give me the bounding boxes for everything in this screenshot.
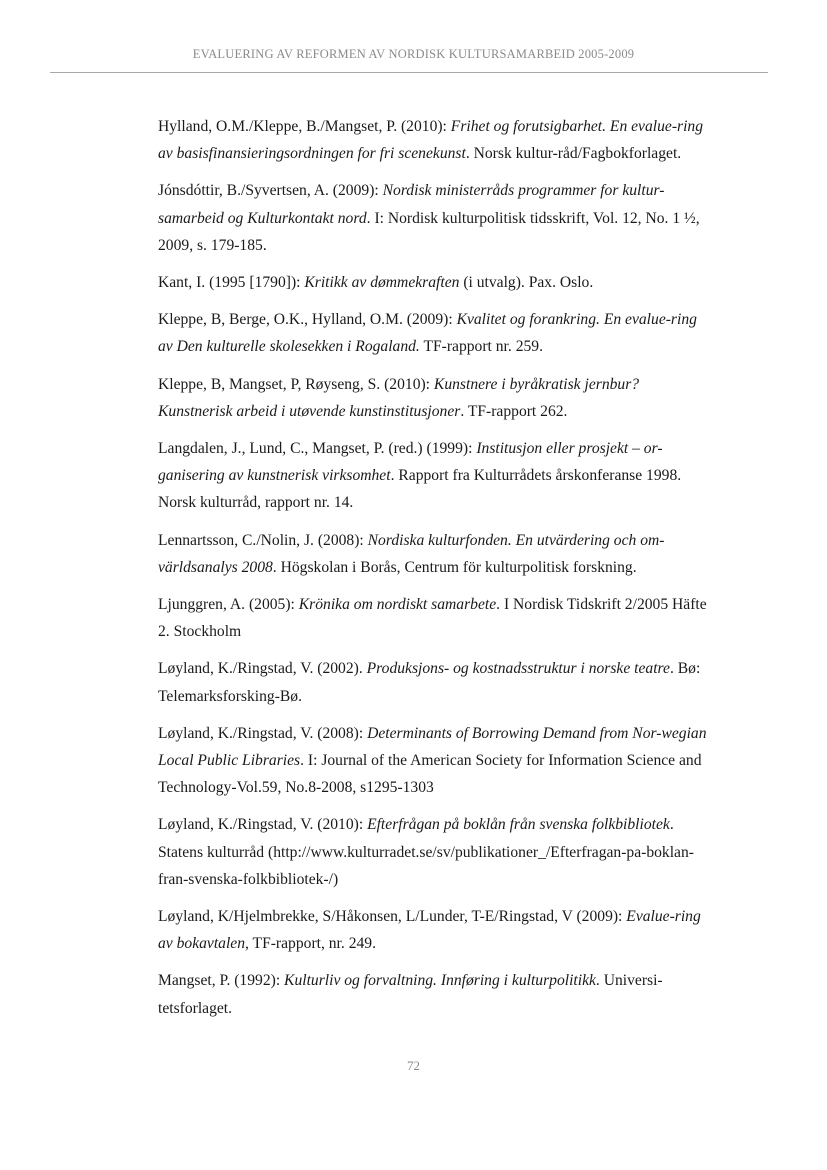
page-number: 72	[407, 1058, 420, 1073]
reference-source: . I Nordisk Tidskrift 2/2005 Häfte 2. Stockholm	[158, 596, 707, 641]
reference-item	[158, 811, 710, 893]
reference-item	[158, 967, 710, 1021]
reference-title: Kritikk av dømmekraften	[304, 274, 460, 292]
reference-title: Evalue-ring av bokavtalen	[158, 908, 701, 953]
reference-item	[158, 177, 710, 259]
reference-item	[158, 306, 710, 360]
reference-item	[158, 903, 710, 957]
reference-source: , TF-rapport, nr. 249.	[245, 935, 376, 953]
reference-authors: Hylland, O.M./Kleppe, B./Mangset, P. (2010):	[158, 118, 451, 135]
reference-title: Nordisk ministerråds programmer for kultur-samarbeid og Kulturkontakt nord	[158, 182, 665, 227]
reference-item	[158, 720, 710, 802]
reference-authors: Løyland, K./Ringstad, V. (2010):	[158, 816, 368, 834]
reference-title: Kulturliv og forvaltning. Innføring i kulturpolitikk	[284, 972, 596, 990]
reference-authors: Kant, I. (1995 [1790]):	[158, 274, 305, 292]
reference-item	[158, 113, 710, 167]
reference-authors: Kleppe, B, Berge, O.K., Hylland, O.M. (2009):	[158, 311, 457, 329]
reference-authors: Lennartsson, C./Nolin, J. (2008):	[158, 531, 368, 549]
reference-item	[158, 371, 710, 425]
reference-authors: Løyland, K/Hjelmbrekke, S/Håkonsen, L/Lunder, T-E/Ringstad, V (2009):	[158, 908, 627, 926]
reference-source: . Högskolan i Borås, Centrum för kulturpolitisk forskning.	[272, 558, 637, 576]
reference-list	[158, 113, 710, 1032]
reference-item	[158, 435, 710, 517]
reference-source: . Statens kulturråd (http://www.kulturradet.se/sv/publikationer_/Efterfragan-pa-boklan-fran-svenska-folkbibliotek-/)	[158, 816, 694, 888]
reference-title: Determinants of Borrowing Demand from Nor-wegian Local Public Libraries	[158, 724, 707, 770]
reference-item	[158, 269, 710, 296]
reference-source: TF-rapport nr. 259.	[419, 338, 543, 356]
reference-title: Efterfrågan på boklån från svenska folkbibliotek	[367, 816, 670, 834]
reference-source: . TF-rapport 262.	[460, 402, 568, 420]
reference-source: . I: Journal of the American Society for Information Science and Technology-Vol.59, No.8-2008, s1295-1303	[158, 752, 702, 797]
running-header: EVALUERING AV REFORMEN AV NORDISK KULTURSAMARBEID 2005-2009	[192, 47, 635, 61]
reference-source: . Norsk kultur-råd/Fagbokforlaget.	[465, 145, 682, 163]
reference-title: Produksjons- og kostnadsstruktur i norske teatre	[366, 660, 670, 678]
reference-item	[158, 527, 710, 581]
reference-title: Frihet og forutsigbarhet. En evalue-ring av basisfinansieringsordningen for fri scenekunst	[158, 118, 704, 163]
reference-source: . Rapport fra Kulturrådets årskonferanse 1998. Norsk kulturråd, rapport nr. 14.	[158, 467, 682, 512]
reference-item	[158, 591, 710, 645]
reference-title: Krönika om nordiskt samarbete	[298, 596, 497, 614]
reference-authors: Jónsdóttir, B./Syvertsen, A. (2009):	[158, 182, 383, 200]
reference-authors: Løyland, K./Ringstad, V. (2002).	[158, 660, 367, 678]
reference-title: Kvalitet og forankring. En evalue-ring av Den kulturelle skolesekken i Rogaland.	[158, 311, 697, 356]
reference-source: . Bø: Telemarksforsking-Bø.	[158, 660, 701, 705]
reference-source: . I: Nordisk kulturpolitisk tidsskrift, Vol. 12, No. 1 ½, 2009, s. 179-185.	[158, 209, 700, 254]
reference-item	[158, 655, 710, 709]
reference-authors: Ljunggren, A. (2005):	[158, 596, 299, 614]
reference-title: Institusjon eller prosjekt – or-ganisering av kunstnerisk virksomhet	[158, 440, 663, 485]
reference-authors: Mangset, P. (1992):	[158, 972, 285, 990]
reference-source: (i utvalg). Pax. Oslo.	[459, 274, 594, 292]
reference-authors: Langdalen, J., Lund, C., Mangset, P. (red.) (1999):	[158, 440, 477, 458]
reference-source: . Universi-tetsforlaget.	[158, 972, 663, 1017]
reference-title: Kunstnere i byråkratisk jernbur? Kunstnerisk arbeid i utøvende kunstinstitusjoner	[158, 375, 640, 420]
reference-title: Nordiska kulturfonden. En utvärdering och om-världsanalys 2008	[158, 531, 665, 576]
reference-authors: Løyland, K./Ringstad, V. (2008):	[158, 724, 368, 742]
reference-authors: Kleppe, B, Mangset, P, Røyseng, S. (2010):	[158, 375, 434, 393]
header-rule	[50, 72, 768, 73]
